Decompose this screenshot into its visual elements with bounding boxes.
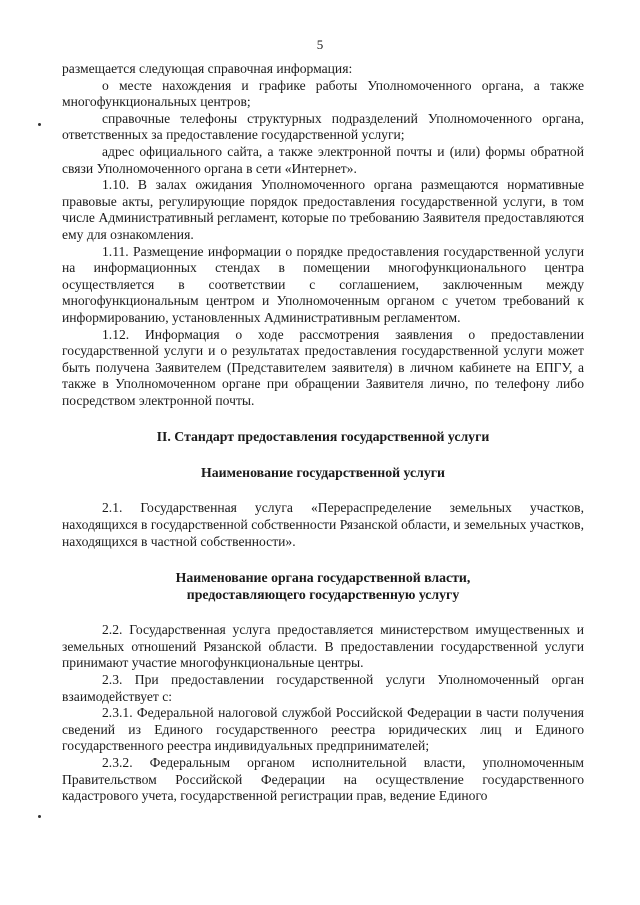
paragraph-2-2: 2.2. Государственная услуга предоставляется министерством имущественных и земельных отношений Рязанской области. В предоставлении государственной услуги принимают участие многофункциональные центры. [62, 622, 584, 671]
paragraph: справочные телефоны структурных подразделений Уполномоченного органа, ответственных за предоставление государственной услуги; [62, 110, 584, 143]
paragraph-2-3: 2.3. При предоставлении государственной услуги Уполномоченный орган взаимодействует с: [62, 672, 584, 704]
paragraph-1-12: 1.12. Информация о ходе рассмотрения заявления о предоставлении государственной услуги и о результатах предоставления государственной услуги может быть получена Заявителем (Представителем заявителя) в личном кабинете на ЕПГУ, а также в Уполномоченном органе при обращении Заявителя лично, по телефону либо посредством электронной почты. [62, 326, 584, 408]
paragraph: размещается следующая справочная информация: [62, 61, 353, 76]
paragraph-1-11: 1.11. Размещение информации о порядке предоставления государственной услуги на информационных стендах в помещении многофункционального центра осуществляется в соответствии с соглашением, заключенным между многофункциональным центром и Уполномоченным органом с учетом требований к информированию, установленных Административным регламентом. [62, 243, 584, 325]
subheading-service-name: Наименование государственной услуги [201, 465, 445, 481]
section-title: II. Стандарт предоставления государственной услуги [156, 429, 490, 445]
document-body [62, 61, 584, 805]
subheading-authority-line1: Наименование органа государственной власти, [175, 570, 471, 586]
paragraph-2-1: 2.1. Государственная услуга «Перераспределение земельных участков, находящихся в государственной собственности Рязанской области, и земельных участков, находящихся в частной собственности». [62, 500, 584, 549]
subheading-authority-line2: предоставляющего государственную услугу [186, 587, 460, 603]
paragraph-2-3-2: 2.3.2. Федеральным органом исполнительной власти, уполномоченным Правительством Российской Федерации на осуществление государственного кадастрового учета, государственной регистрации прав, ведение Единого [62, 755, 584, 804]
paragraph-2-3-1: 2.3.1. Федеральной налоговой службой Российской Федерации в части получения сведений из Единого государственного реестра юридических лиц и Единого государственного реестра индивидуальных предпринимателей; [62, 705, 584, 754]
paragraph: адрес официального сайта, а также электронной почты и (или) формы обратной связи Уполномоченного органа в сети «Интернет». [62, 143, 584, 176]
scan-dot [38, 815, 41, 818]
scan-dot [38, 123, 41, 126]
paragraph-1-10: 1.10. В залах ожидания Уполномоченного органа размещаются нормативные правовые акты, регулирующие порядок предоставления государственной услуги, в том числе Административный регламент, которые по требованию Заявителя предоставляются ему для ознакомления. [62, 177, 584, 242]
paragraph: о месте нахождения и графике работы Уполномоченного органа, а также многофункциональных центров; [62, 77, 584, 110]
page-number: 5 [316, 37, 324, 52]
